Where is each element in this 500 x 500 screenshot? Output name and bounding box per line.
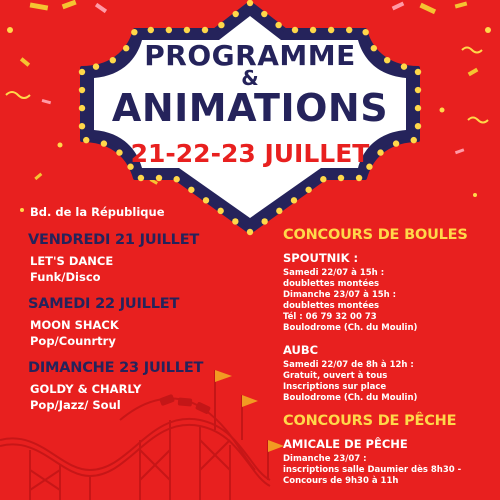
marquee-bulb — [305, 187, 311, 193]
club-detail-line: Dimanche 23/07 à 15h : — [283, 290, 397, 300]
marquee-bulb — [148, 27, 154, 33]
club-detail-line: doublettes montées — [283, 279, 380, 289]
band-name: GOLDY & CHARLY — [30, 382, 142, 396]
poster-title-line1: PROGRAMME — [144, 39, 356, 72]
marquee-bulb — [346, 27, 352, 33]
club-name: AMICALE DE PÊCHE — [283, 437, 408, 451]
marquee-bulb — [320, 176, 326, 182]
contests-section — [283, 227, 498, 496]
club-detail-line: inscriptions salle Daumier dès 8h30 - — [283, 465, 462, 475]
day-heading: VENDREDI 21 JUILLET — [28, 232, 200, 248]
marquee-bulb — [138, 175, 144, 181]
club-detail-line: Dimanche 23/07 : — [283, 454, 367, 464]
marquee-bulb — [156, 175, 162, 181]
club-detail-line: Boulodrome (Ch. du Moulin) — [283, 393, 418, 403]
marquee-bulb — [362, 29, 368, 35]
marquee-bulb — [310, 27, 316, 33]
location-label: Bd. de la République — [30, 205, 165, 219]
day-heading: DIMANCHE 23 JUILLET — [28, 360, 204, 376]
club-name: SPOUTNIK : — [283, 251, 359, 265]
band-genre: Pop/Jazz/ Soul — [30, 398, 121, 412]
marquee-bulb — [261, 11, 267, 17]
program-day-friday — [28, 232, 268, 284]
poster-dates: 21-22-23 JUILLET — [130, 139, 370, 168]
club-phone: Tél : 06 79 32 00 73 — [283, 312, 377, 322]
marquee-bulb — [188, 187, 194, 193]
marquee-bulb — [203, 197, 209, 203]
club-detail-line: Samedi 22/07 à 15h : — [283, 268, 385, 278]
club-detail-line: doublettes montées — [283, 301, 380, 311]
club-detail-line: Samedi 22/07 de 8h à 12h : — [283, 360, 414, 370]
club-detail-line: Concours de 9h30 à 11h — [283, 476, 399, 486]
marquee-bulb — [202, 27, 208, 33]
marquee-bulb — [356, 175, 362, 181]
marquee-bulb — [131, 29, 137, 35]
band-genre: Pop/Counrtry — [30, 334, 116, 348]
marquee-bulb — [292, 27, 298, 33]
club-name: AUBC — [283, 343, 319, 357]
marquee-bulb — [291, 197, 297, 203]
marquee-bulb — [232, 11, 238, 17]
fishing-contest-title: CONCOURS DE PÊCHE — [283, 413, 457, 429]
band-name: LET'S DANCE — [30, 254, 114, 268]
club-detail-line: Boulodrome (Ch. du Moulin) — [283, 323, 418, 333]
marquee-bulb — [166, 27, 172, 33]
club-aubc — [283, 343, 498, 404]
marquee-bulb — [218, 22, 224, 28]
club-amicale-peche — [283, 437, 498, 487]
music-program — [28, 205, 268, 424]
poster-title-line2: ANIMATIONS — [111, 86, 389, 130]
marquee-bulb — [184, 27, 190, 33]
poster-ampersand: & — [241, 66, 259, 90]
club-spoutnik — [283, 251, 498, 334]
marquee-bulb — [338, 175, 344, 181]
band-name: MOON SHACK — [30, 318, 119, 332]
club-detail-line: Gratuit, ouvert à tous — [283, 371, 388, 381]
program-day-sunday — [28, 360, 268, 412]
marquee-bulb — [276, 208, 282, 214]
marquee-bulb — [247, 0, 253, 6]
band-genre: Funk/Disco — [30, 270, 101, 284]
marquee-bulb — [275, 22, 281, 28]
day-heading: SAMEDI 22 JUILLET — [28, 296, 180, 312]
marquee-bulb — [173, 176, 179, 182]
club-detail-line: Inscriptions sur place — [283, 382, 387, 392]
marquee-bulb — [328, 27, 334, 33]
program-day-saturday — [28, 296, 268, 348]
boules-contest-title: CONCOURS DE BOULES — [283, 227, 468, 243]
